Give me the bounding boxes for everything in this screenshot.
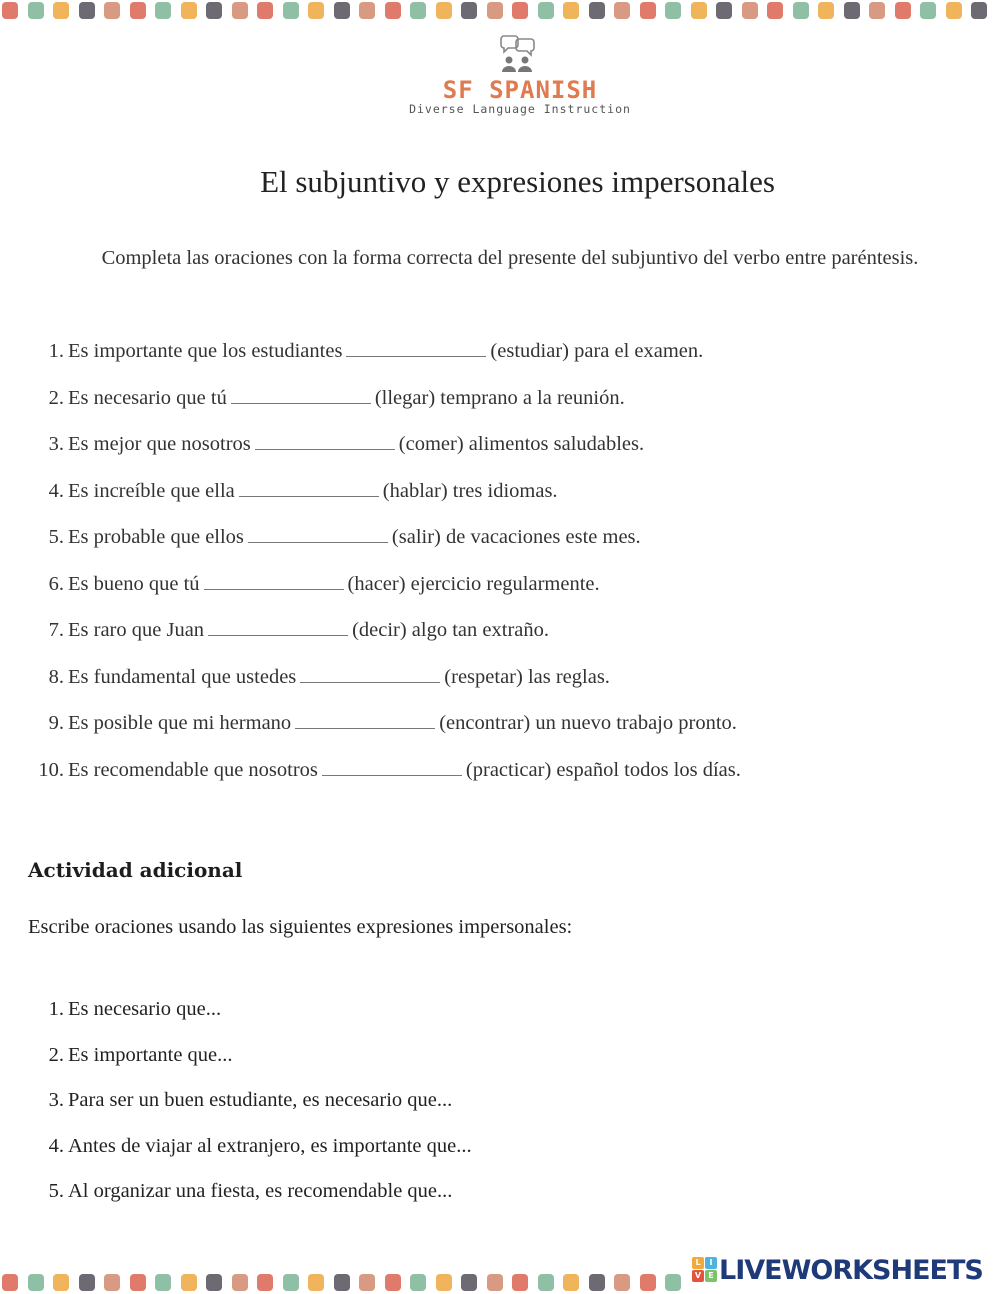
answer-blank[interactable] [208, 619, 348, 636]
logo-tagline: Diverse Language Instruction [409, 102, 631, 116]
exercise-item [0, 619, 1000, 649]
exercise-before: Es posible que mi hermano [68, 712, 292, 734]
border-dot [385, 2, 401, 19]
mark-letter: V [692, 1270, 704, 1282]
border-dot [257, 2, 273, 19]
border-dot [308, 1274, 324, 1291]
exercise-after: (respetar) las reglas. [444, 665, 610, 688]
border-dot [818, 2, 834, 19]
page-title: El subjuntivo y expresiones impersonales [260, 164, 775, 199]
border-dot [665, 2, 681, 19]
section-heading: Actividad adicional [28, 858, 243, 882]
border-dot [283, 1274, 299, 1291]
exercise-item [0, 433, 1000, 463]
mark-letter: E [705, 1270, 717, 1282]
exercise-number: 4. [48, 479, 64, 502]
border-dot [895, 2, 911, 19]
prompt-text: Es necesario que... [68, 998, 222, 1020]
exercise-item [0, 526, 1000, 556]
exercise-sentence [68, 480, 558, 503]
border-dot [28, 2, 44, 19]
answer-blank[interactable] [248, 526, 388, 543]
exercise-number: 5. [48, 526, 64, 548]
border-dot [181, 2, 197, 19]
border-dot [359, 1274, 375, 1291]
border-dot [767, 2, 783, 19]
instructions: Completa las oraciones con la forma correcta del presente del subjuntivo del verbo entre paréntesis. [101, 247, 919, 269]
border-dot [920, 2, 936, 19]
border-dot [614, 2, 630, 19]
prompt-number: 1. [48, 998, 64, 1020]
exercise-item [0, 666, 1000, 696]
border-dot [385, 1274, 401, 1291]
exercise-number: 8. [48, 665, 64, 688]
exercise-before: Es recomendable que nosotros [68, 758, 318, 781]
border-dot [155, 1274, 171, 1291]
border-dot [512, 2, 528, 19]
prompt-text: Es importante que... [68, 1043, 233, 1066]
speech-bubbles-people-icon [497, 32, 537, 72]
border-dot [436, 2, 452, 19]
mark-letter: I [705, 1257, 717, 1269]
exercise-before: Es probable que ellos [68, 526, 244, 548]
exercise-after: (decir) algo tan extraño. [352, 619, 549, 641]
exercise-item [0, 712, 1000, 742]
exercise-after: (hablar) tres idiomas. [382, 479, 558, 502]
border-dot [181, 1274, 197, 1291]
exercise-sentence [68, 759, 741, 782]
exercise-after: (estudiar) para el examen. [490, 340, 704, 362]
border-dot [206, 1274, 222, 1291]
sentence-prompt [0, 1044, 1000, 1074]
logo-brand-name: SF SPANISH [442, 76, 598, 104]
answer-blank[interactable] [322, 759, 462, 776]
border-dot [487, 1274, 503, 1291]
exercise-sentence [68, 573, 600, 596]
exercise-after: (encontrar) un nuevo trabajo pronto. [439, 712, 737, 734]
bottom-dot-border [0, 1274, 690, 1292]
liveworksheets-wordmark: LIVEWORKSHEETS [719, 1255, 983, 1286]
border-dot [53, 2, 69, 19]
border-dot [104, 1274, 120, 1291]
exercise-before: Es mejor que nosotros [68, 433, 251, 455]
exercise-item [0, 387, 1000, 417]
sentence-prompt [0, 1089, 1000, 1119]
border-dot [589, 2, 605, 19]
answer-blank[interactable] [295, 712, 435, 729]
exercise-item [0, 480, 1000, 510]
exercise-sentence [68, 712, 737, 735]
exercise-before: Es raro que Juan [68, 619, 205, 641]
border-dot [410, 2, 426, 19]
exercise-after: (comer) alimentos saludables. [398, 433, 645, 455]
top-dot-border [0, 2, 1000, 20]
exercise-number: 7. [48, 619, 64, 641]
answer-blank[interactable] [346, 340, 486, 357]
border-dot [614, 1274, 630, 1291]
exercise-sentence [68, 387, 625, 410]
border-dot [283, 2, 299, 19]
border-dot [538, 1274, 554, 1291]
exercise-number: 6. [48, 572, 64, 595]
exercise-before: Es fundamental que ustedes [68, 665, 297, 688]
border-dot [2, 2, 18, 19]
answer-blank[interactable] [231, 387, 371, 404]
exercise-sentence [68, 619, 549, 642]
border-dot [79, 2, 95, 19]
border-dot [538, 2, 554, 19]
liveworksheets-logo[interactable] [692, 1255, 992, 1285]
border-dot [461, 1274, 477, 1291]
border-dot [563, 2, 579, 19]
border-dot [206, 2, 222, 19]
exercise-number: 2. [48, 386, 64, 409]
exercise-number: 9. [48, 712, 64, 734]
exercise-sentence [68, 666, 610, 689]
exercise-before: Es increíble que ella [68, 479, 235, 502]
border-dot [130, 1274, 146, 1291]
border-dot [79, 1274, 95, 1291]
border-dot [844, 2, 860, 19]
exercise-sentence [68, 340, 703, 363]
exercise-before: Es necesario que tú [68, 386, 227, 409]
exercise-sentence [68, 526, 641, 549]
border-dot [512, 1274, 528, 1291]
exercise-item [0, 340, 1000, 370]
border-dot [869, 2, 885, 19]
prompt-number: 4. [48, 1134, 64, 1157]
exercise-number: 10. [38, 758, 64, 781]
prompt-text: Antes de viajar al extranjero, es importante que... [68, 1134, 472, 1157]
border-dot [665, 1274, 681, 1291]
prompt-text: Para ser un buen estudiante, es necesario que... [68, 1089, 453, 1111]
liveworksheets-mark-icon [692, 1257, 718, 1283]
prompt-number: 3. [48, 1089, 64, 1111]
answer-blank[interactable] [239, 480, 379, 497]
border-dot [436, 1274, 452, 1291]
logo [400, 32, 640, 122]
border-dot [589, 1274, 605, 1291]
exercise-after: (practicar) español todos los días. [465, 758, 741, 781]
sentence-prompt [0, 1135, 1000, 1165]
border-dot [155, 2, 171, 19]
answer-blank[interactable] [204, 573, 344, 590]
border-dot [257, 1274, 273, 1291]
exercise-item [0, 573, 1000, 603]
border-dot [487, 2, 503, 19]
exercise-before: Es bueno que tú [68, 572, 200, 595]
border-dot [716, 2, 732, 19]
exercise-before: Es importante que los estudiantes [68, 340, 343, 362]
section-instructions: Escribe oraciones usando las siguientes expresiones impersonales: [28, 916, 573, 938]
exercise-after: (salir) de vacaciones este mes. [391, 526, 641, 548]
border-dot [563, 1274, 579, 1291]
prompt-number: 5. [48, 1180, 64, 1202]
border-dot [334, 2, 350, 19]
exercise-sentence [68, 433, 644, 456]
border-dot [2, 1274, 18, 1291]
border-dot [232, 2, 248, 19]
prompt-text: Al organizar una fiesta, es recomendable que... [68, 1180, 453, 1202]
mark-letter: L [692, 1257, 704, 1269]
border-dot [359, 2, 375, 19]
exercise-number: 3. [48, 433, 64, 455]
exercise-number: 1. [48, 340, 64, 362]
border-dot [130, 2, 146, 19]
sentence-prompt [0, 998, 1000, 1028]
border-dot [793, 2, 809, 19]
exercise-after: (llegar) temprano a la reunión. [374, 386, 625, 409]
exercise-after: (hacer) ejercicio regularmente. [347, 572, 600, 595]
border-dot [232, 1274, 248, 1291]
border-dot [640, 1274, 656, 1291]
border-dot [691, 2, 707, 19]
border-dot [946, 2, 962, 19]
exercise-item [0, 759, 1000, 789]
border-dot [640, 2, 656, 19]
prompt-number: 2. [48, 1043, 64, 1066]
border-dot [53, 1274, 69, 1291]
border-dot [410, 1274, 426, 1291]
sentence-prompt [0, 1180, 1000, 1210]
border-dot [334, 1274, 350, 1291]
border-dot [104, 2, 120, 19]
answer-blank[interactable] [255, 433, 395, 450]
border-dot [461, 2, 477, 19]
answer-blank[interactable] [300, 666, 440, 683]
border-dot [28, 1274, 44, 1291]
border-dot [308, 2, 324, 19]
border-dot [971, 2, 987, 19]
border-dot [742, 2, 758, 19]
